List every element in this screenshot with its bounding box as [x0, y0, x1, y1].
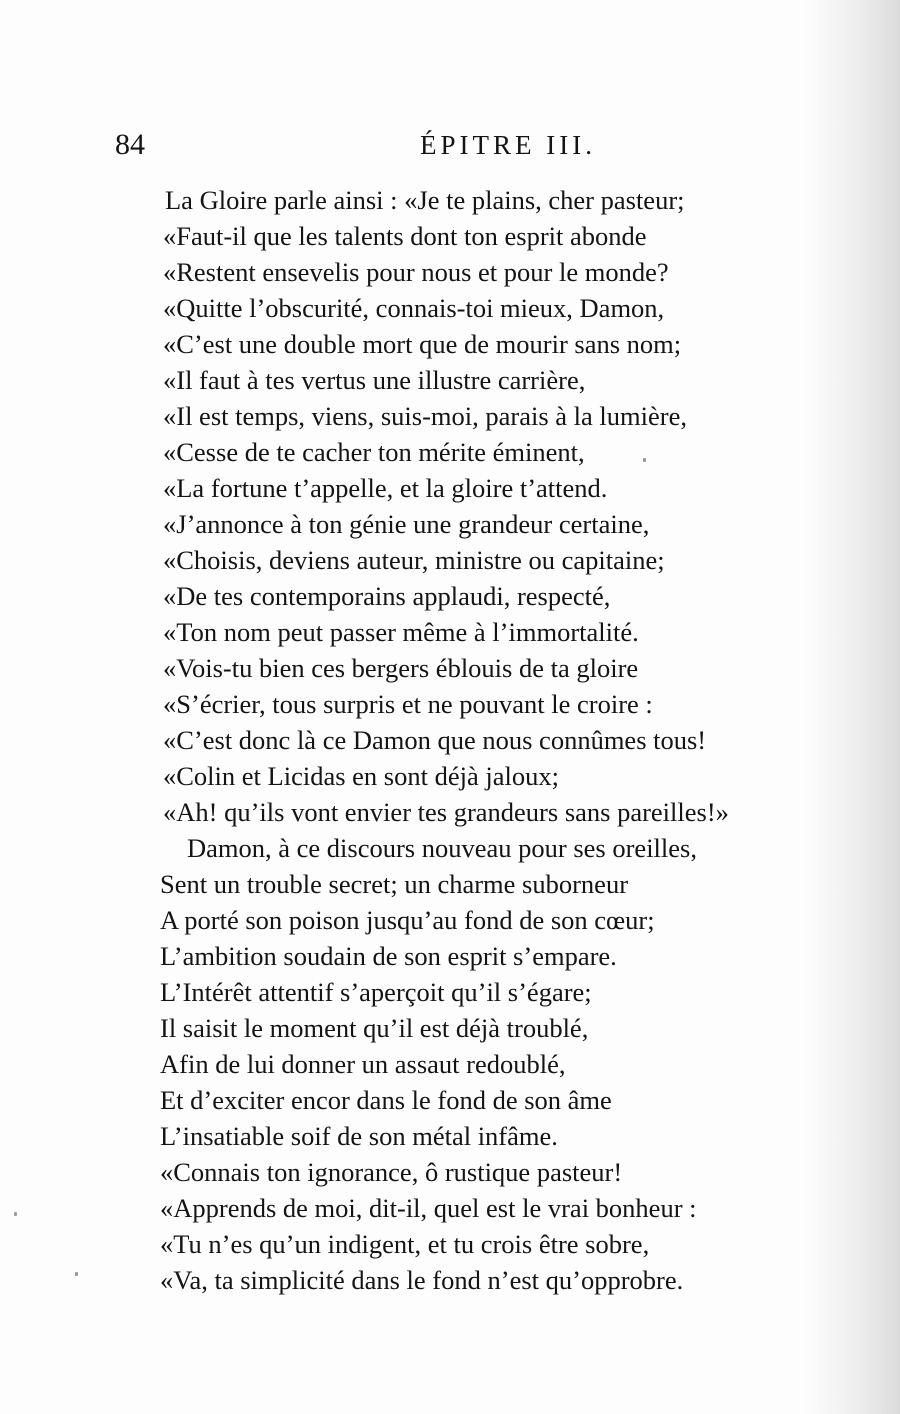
verse-line: Sent un trouble secret; un charme suborneur [160, 869, 629, 899]
page-number: 84 [115, 128, 145, 161]
page-bleed-through [805, 0, 900, 1414]
verse-line: «Restent ensevelis pour nous et pour le monde? [163, 257, 669, 287]
verse-line: «Il faut à tes vertus une illustre carrière, [163, 365, 586, 395]
verse-line: Il saisit le moment qu’il est déjà troublé, [160, 1013, 589, 1043]
verse-line: «Apprends de moi, dit-il, quel est le vrai bonheur : [160, 1193, 697, 1223]
verse-line: L’insatiable soif de son métal infâme. [160, 1121, 558, 1151]
verse-line: «Va, ta simplicité dans le fond n’est qu’opprobre. [160, 1265, 684, 1295]
verse-line: La Gloire parle ainsi : «Je te plains, cher pasteur; [165, 185, 685, 215]
verse-line: «Connais ton ignorance, ô rustique pasteur! [160, 1157, 623, 1187]
verse-line: «La fortune t’appelle, et la gloire t’attend. [163, 473, 608, 503]
verse-line: «De tes contemporains applaudi, respecté, [163, 581, 611, 611]
scan-speck [14, 1212, 17, 1216]
verse-line: «Vois-tu bien ces bergers éblouis de ta gloire [163, 653, 639, 683]
verse-line: «Quitte l’obscurité, connais-toi mieux, Damon, [163, 293, 665, 323]
running-title: ÉPITRE III. [420, 130, 596, 160]
verse-line: Et d’exciter encor dans le fond de son âme [160, 1085, 612, 1115]
verse-line: «Tu n’es qu’un indigent, et tu crois être sobre, [160, 1229, 650, 1259]
verse-line: «S’écrier, tous surpris et ne pouvant le croire : [163, 689, 653, 719]
scan-speck [643, 458, 646, 462]
verse-line: «C’est une double mort que de mourir sans nom; [163, 329, 682, 359]
verse-line: L’Intérêt attentif s’aperçoit qu’il s’égare; [160, 977, 592, 1007]
verse-line: Afin de lui donner un assaut redoublé, [160, 1049, 566, 1079]
verse-line: «Il est temps, viens, suis-moi, parais à la lumière, [163, 401, 687, 431]
page-header [0, 128, 900, 172]
verse-line: «Ton nom peut passer même à l’immortalité. [163, 617, 639, 647]
verse-line: «Cesse de te cacher ton mérite éminent, [163, 437, 585, 467]
verse-line: «Colin et Licidas en sont déjà jaloux; [163, 761, 559, 791]
verse-line: «Choisis, deviens auteur, ministre ou capitaine; [163, 545, 665, 575]
verse-line: L’ambition soudain de son esprit s’empare. [160, 941, 617, 971]
verse-line: Damon, à ce discours nouveau pour ses oreilles, [187, 833, 697, 863]
verse-line: «J’annonce à ton génie une grandeur certaine, [163, 509, 650, 539]
verse-line: «C’est donc là ce Damon que nous connûmes tous! [163, 725, 707, 755]
verse-line: «Faut-il que les talents dont ton esprit abonde [163, 221, 647, 251]
scan-speck [75, 1272, 78, 1276]
verse-line: «Ah! qu’ils vont envier tes grandeurs sans pareilles!» [163, 797, 729, 827]
verse-line: A porté son poison jusqu’au fond de son cœur; [160, 905, 655, 935]
